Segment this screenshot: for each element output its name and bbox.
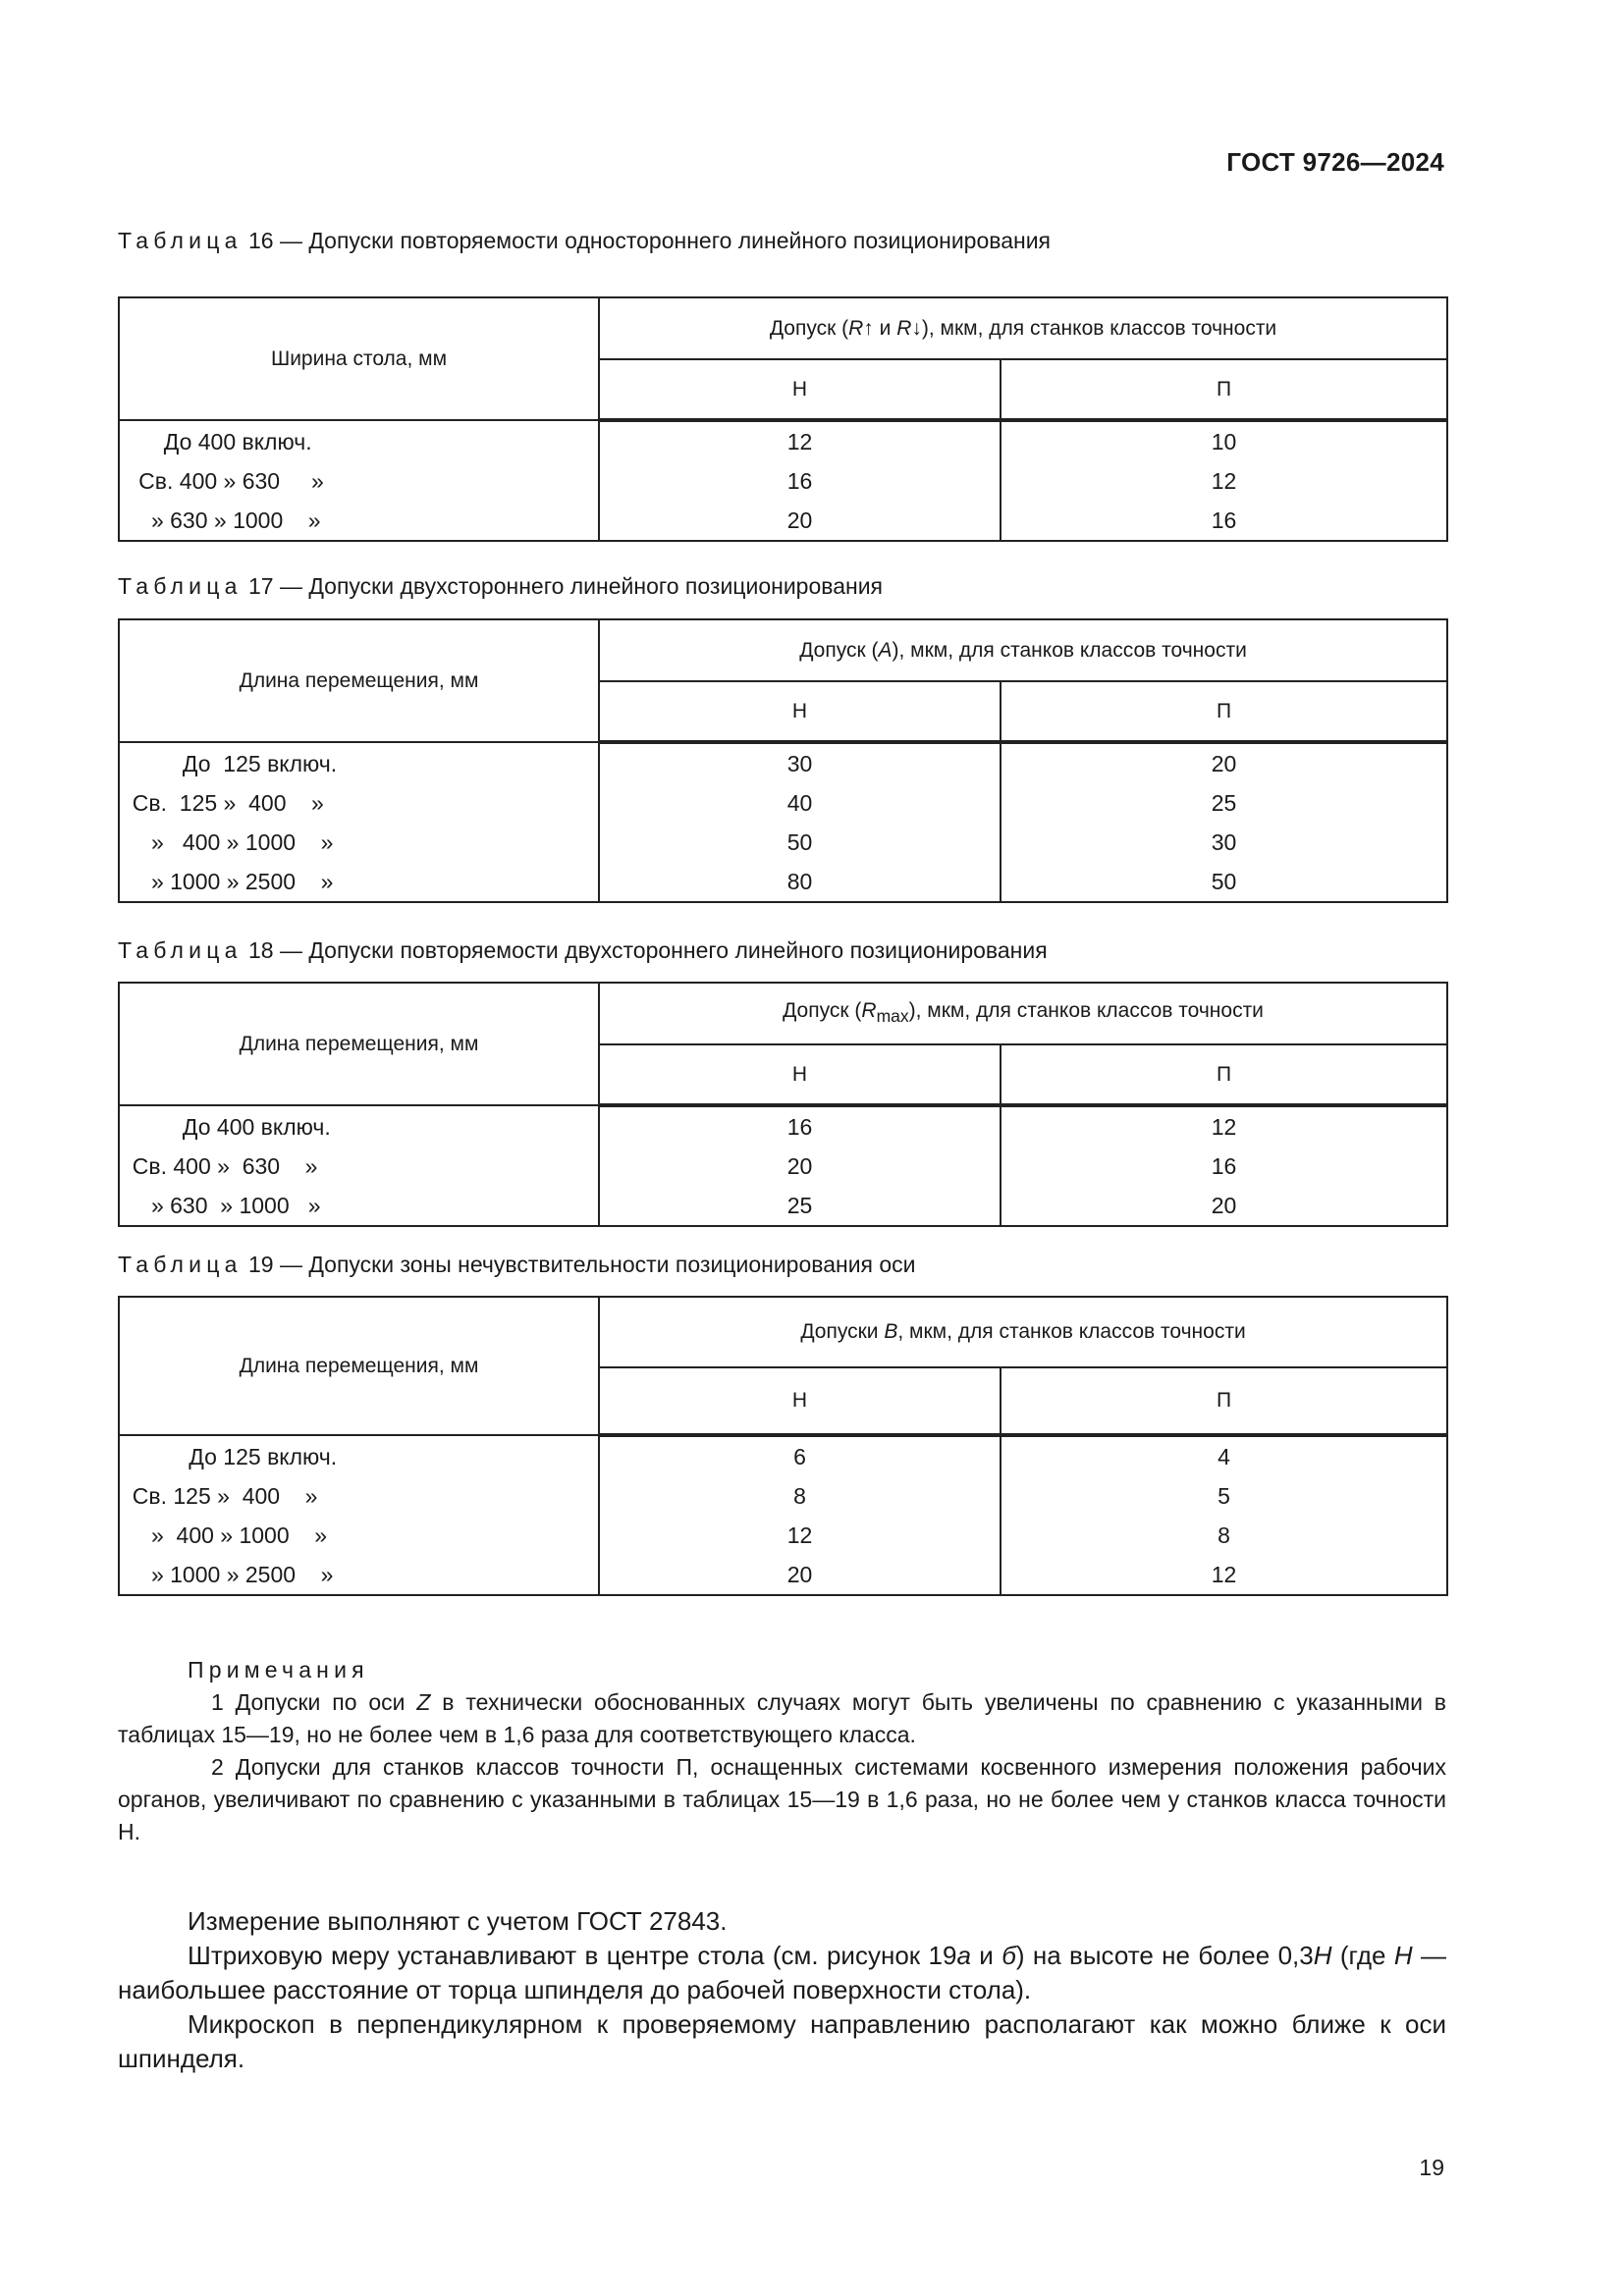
page-number: 19 [1419, 2155, 1444, 2180]
group-header: Допуск (R↑ и R↓), мкм, для станков классов точности [599, 297, 1447, 359]
col-header-length: Длина перемещения, мм [119, 1297, 599, 1435]
table-row: До 400 включ. 16 12 [119, 1105, 1447, 1147]
table-row: » 400 » 1000 » 50 30 [119, 823, 1447, 862]
table-row: До 400 включ. 12 10 [119, 420, 1447, 461]
table-row: Св. 400 » 630 » 16 12 [119, 461, 1447, 501]
table-18-caption: Таблица 18 — Допуски повторяемости двухстороннего линейного позиционирования [118, 937, 1048, 963]
table-row: » 630 » 1000 » 20 16 [119, 501, 1447, 541]
table-19 [118, 1296, 1448, 1596]
table-row: До 125 включ. 6 4 [119, 1435, 1447, 1476]
note-1: 1 Допуски по оси Z в технически обоснованных случаях могут быть увеличены по сравнению с указанными в таблицах 15—19, но не более чем в 1,6 раза для соответствующего класса. [118, 1689, 1446, 1747]
paragraph-1: Измерение выполняют с учетом ГОСТ 27843. [188, 1906, 728, 1936]
class-p-header: П [1001, 1044, 1447, 1105]
table-row: До 125 включ. 30 20 [119, 742, 1447, 783]
col-header-length: Длина перемещения, мм [119, 983, 599, 1105]
paragraph-3: Микроскоп в перпендикулярном к проверяемому направлению располагают как можно ближе к оси шпинделя. [118, 2009, 1446, 2073]
table-row: » 400 » 1000 » 12 8 [119, 1516, 1447, 1555]
group-header: Допуск $(R_{max})$, мкм, для станков классов точности [599, 983, 1447, 1044]
class-h-header: Н [599, 681, 1001, 742]
caption-label: Таблица [118, 228, 243, 253]
group-header: Допуски B, мкм, для станков классов точности [599, 1297, 1447, 1367]
col-header-width: Ширина стола, мм [119, 297, 599, 420]
table-row: Св. 125 » 400 » 40 25 [119, 783, 1447, 823]
class-h-header: Н [599, 1044, 1001, 1105]
body-text [118, 1904, 1446, 2076]
col-header-length: Длина перемещения, мм [119, 619, 599, 742]
table-row: Св. 125 » 400 » 8 5 [119, 1476, 1447, 1516]
table-row: » 1000 » 2500 » 80 50 [119, 862, 1447, 902]
class-p-header: П [1001, 359, 1447, 420]
standard-number: ГОСТ 9726—2024 [1226, 147, 1444, 177]
table-17 [118, 618, 1448, 903]
note-2: 2 Допуски для станков классов точности П, оснащенных системами косвенного измерения положения рабочих органов, увеличивают по сравнению с указанными в таблицах 15—19 в 1,6 раза, но не более чем у станков класса точности Н. [118, 1754, 1446, 1844]
table-row: » 630 » 1000 » 25 20 [119, 1186, 1447, 1226]
caption-text: 16 — Допуски повторяемости одностороннего линейного позиционирования [247, 228, 1052, 253]
notes-block [118, 1654, 1446, 1848]
class-h-header: Н [599, 1367, 1001, 1435]
class-p-header: П [1001, 681, 1447, 742]
group-header: Допуск (A), мкм, для станков классов точности [599, 619, 1447, 681]
class-h-header: Н [599, 359, 1001, 420]
table-row: » 1000 » 2500 » 20 12 [119, 1555, 1447, 1595]
table-19-caption: Таблица 19 — Допуски зоны нечувствительности позиционирования оси [118, 1252, 916, 1277]
class-p-header: П [1001, 1367, 1447, 1435]
table-18 [118, 982, 1448, 1227]
paragraph-2: Штриховую меру устанавливают в центре стола (см. рисунок 19а и б) на высоте не более 0,3H (где H — наибольшее расстояние от торца шпинделя до рабочей поверхности стола). [118, 1941, 1446, 2004]
table-17-caption: Таблица 17 — Допуски двухстороннего линейного позиционирования [118, 573, 884, 599]
table-16 [118, 296, 1448, 542]
table-row: Св. 400 » 630 » 20 16 [119, 1147, 1447, 1186]
table-16-caption [118, 226, 1051, 255]
notes-title: Примечания [188, 1657, 369, 1682]
